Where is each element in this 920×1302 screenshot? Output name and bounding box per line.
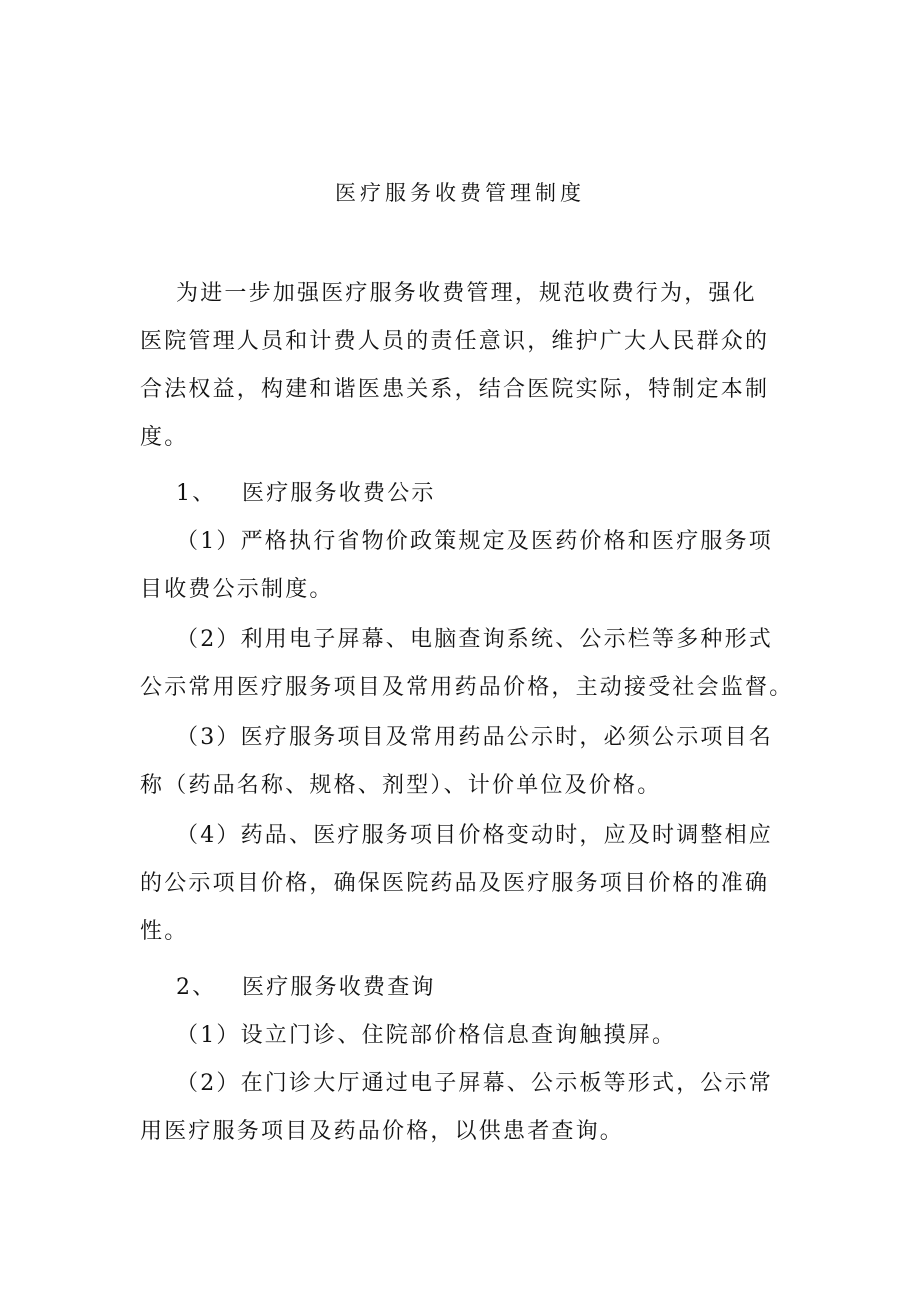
section-1-item-1-line: （1）严格执行省物价政策规定及医药价格和医疗服务项 bbox=[176, 529, 773, 554]
document-title: 医疗服务收费管理制度 bbox=[335, 181, 585, 205]
section-1-item-4-line: 性。 bbox=[140, 919, 189, 944]
section-2-item-1-line: （1）设立门诊、住院部价格信息查询触摸屏。 bbox=[176, 1023, 677, 1048]
section-1-number: 1、 bbox=[176, 481, 217, 506]
section-1-item-4-line: 的公示项目价格，确保医院药品及医疗服务项目价格的准确 bbox=[140, 871, 770, 896]
section-1-item-4-line: （4）药品、医疗服务项目价格变动时，应及时调整相应 bbox=[176, 823, 773, 848]
intro-line: 合法权益，构建和谐医患关系，结合医院实际，特制定本制 bbox=[140, 377, 770, 402]
intro-line: 医院管理人员和计费人员的责任意识，维护广大人民群众的 bbox=[140, 329, 770, 354]
section-1-item-3-line: （3）医疗服务项目及常用药品公示时，必须公示项目名 bbox=[176, 725, 773, 750]
section-1-item-2-line: 公示常用医疗服务项目及常用药品价格，主动接受社会监督。 bbox=[140, 675, 794, 700]
intro-line: 度。 bbox=[140, 425, 189, 450]
intro-line: 为进一步加强医疗服务收费管理，规范收费行为，强化 bbox=[176, 281, 757, 306]
section-1-item-1-line: 目收费公示制度。 bbox=[140, 577, 334, 602]
section-2-title: 医疗服务收费查询 bbox=[242, 975, 436, 1000]
section-1-title: 医疗服务收费公示 bbox=[242, 481, 436, 506]
section-2-number: 2、 bbox=[176, 975, 217, 1000]
section-1-item-2-line: （2）利用电子屏幕、电脑查询系统、公示栏等多种形式 bbox=[176, 627, 773, 652]
section-2-item-2-line: 用医疗服务项目及药品价格，以供患者查询。 bbox=[140, 1119, 625, 1144]
section-2-item-2-line: （2）在门诊大厅通过电子屏幕、公示板等形式，公示常 bbox=[176, 1071, 773, 1096]
section-1-item-3-line: 称（药品名称、规格、剂型）、计价单位及价格。 bbox=[140, 773, 662, 798]
